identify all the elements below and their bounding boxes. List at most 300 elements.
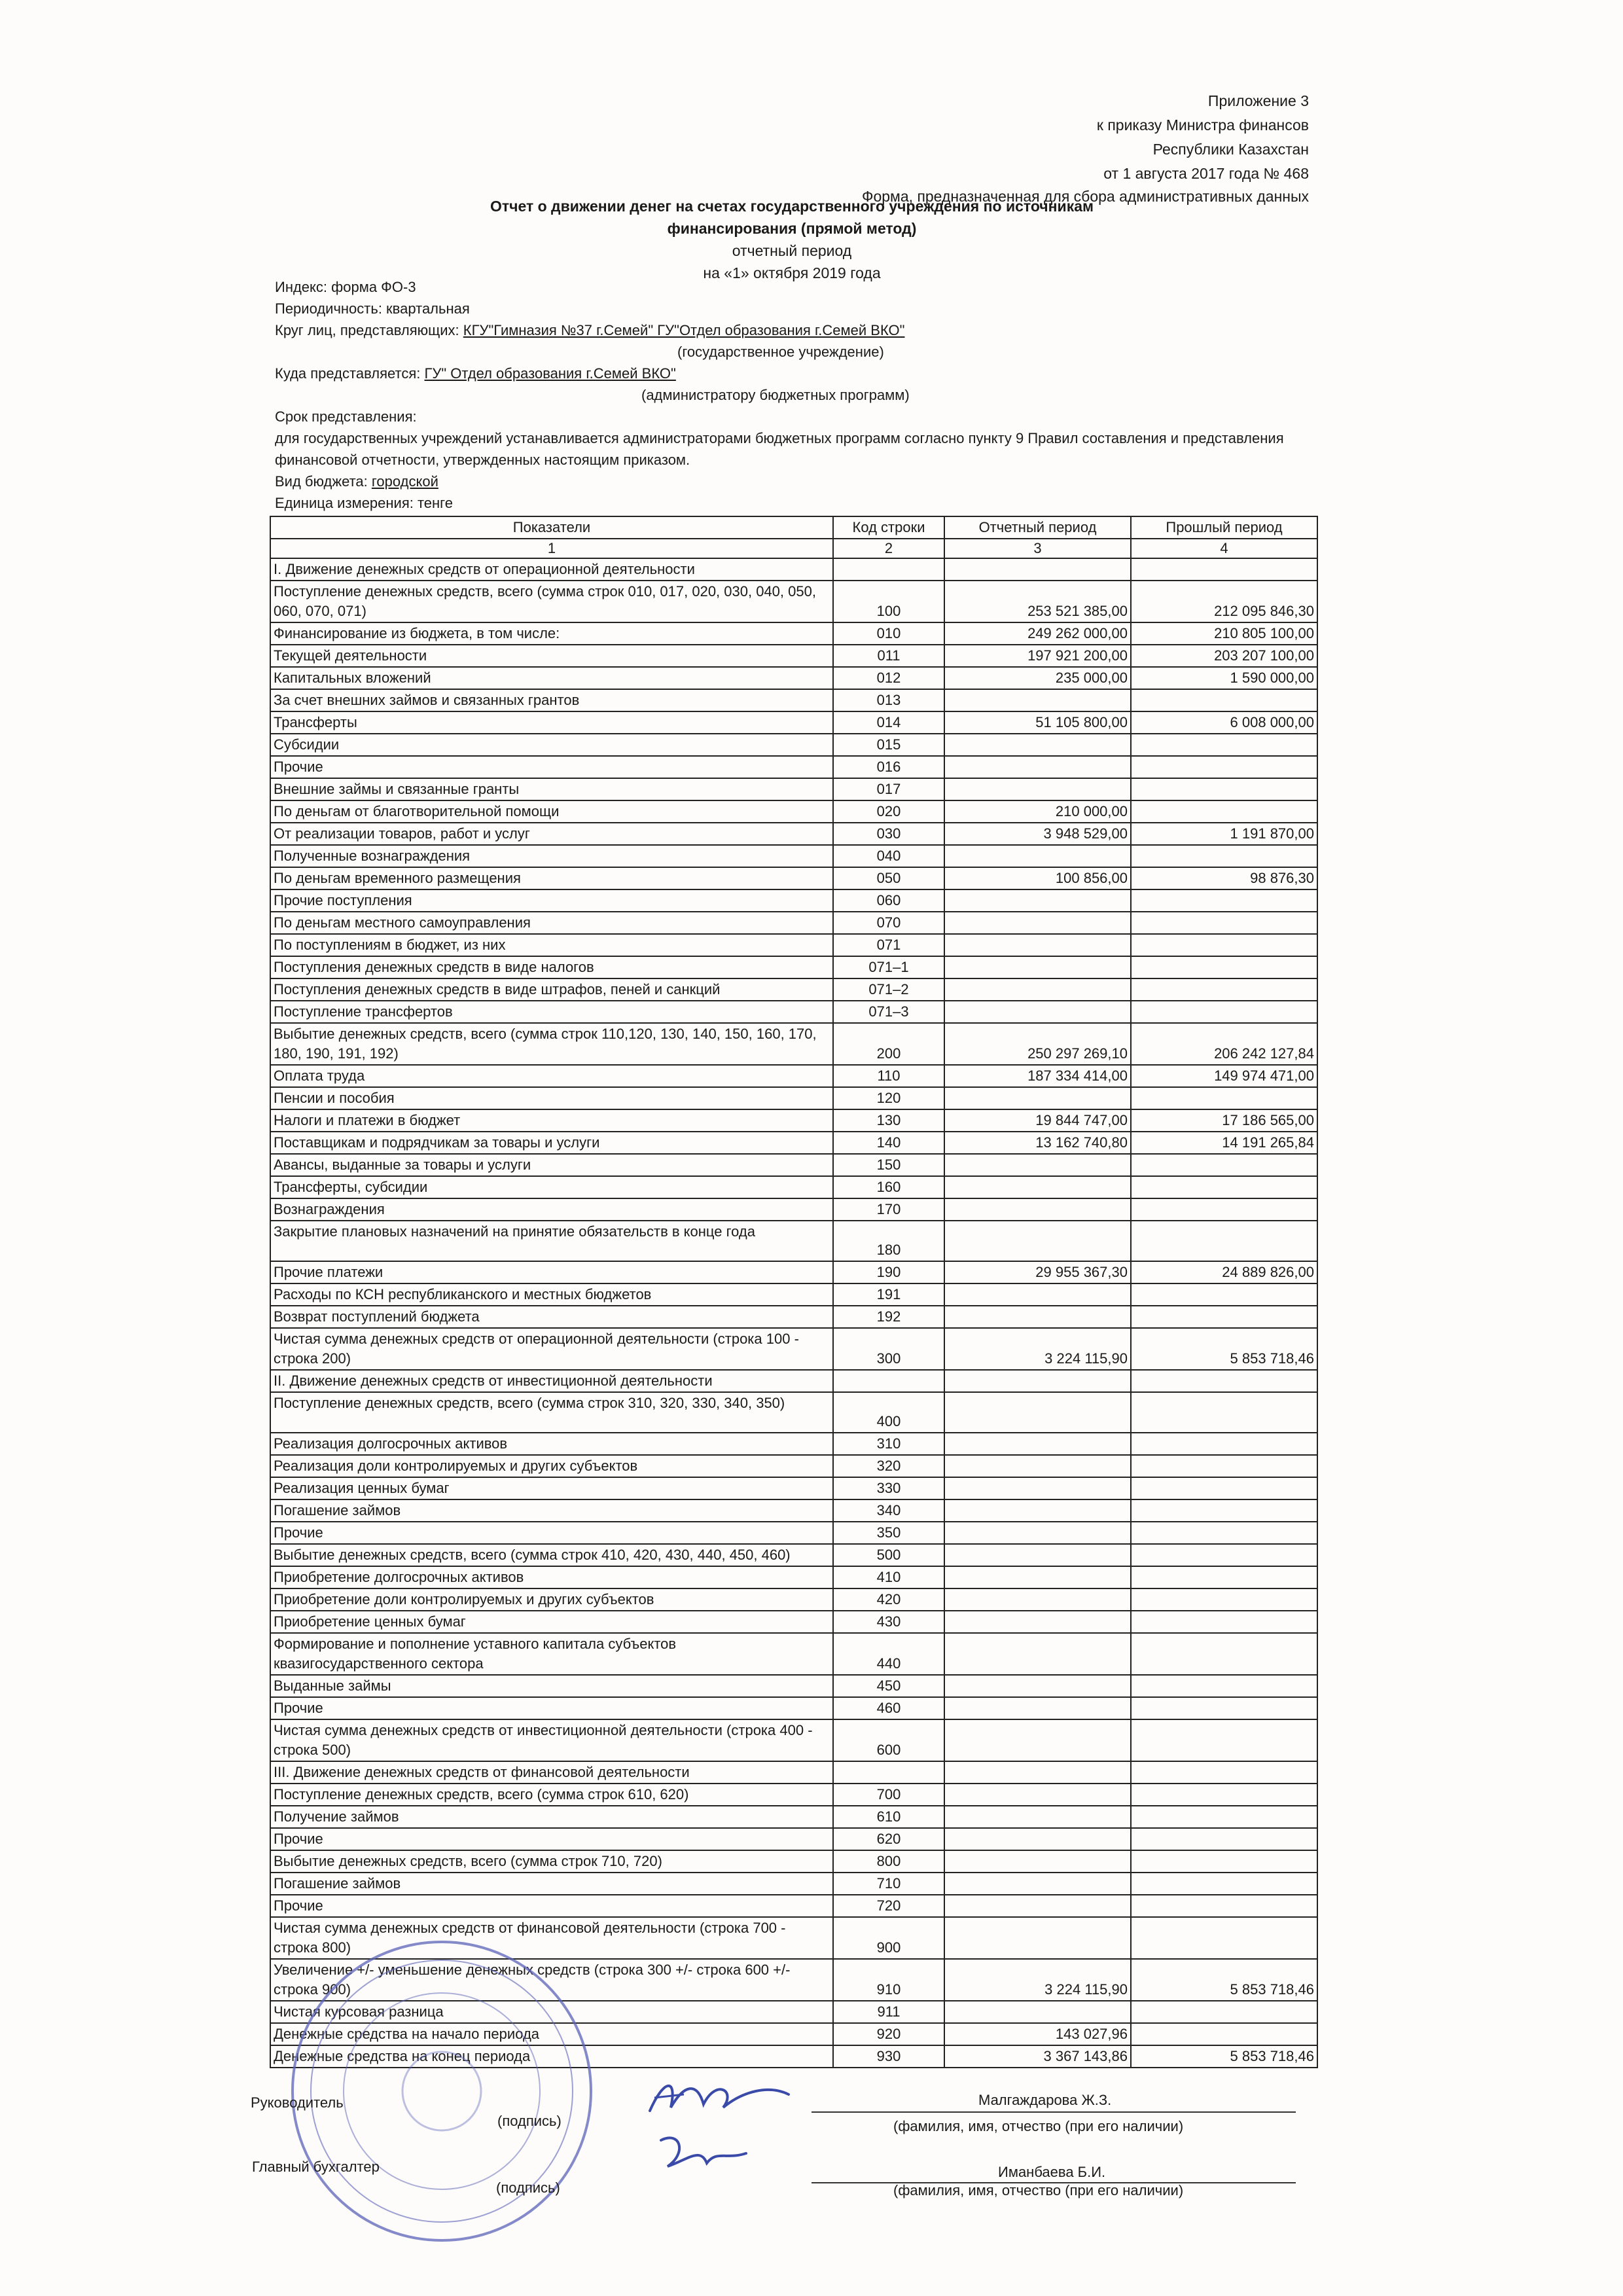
appendix-line: Республики Казахстан [1152,141,1309,158]
table-row [270,1544,1317,1566]
row-label: Погашение займов [270,1499,833,1522]
table-row [270,1023,1317,1065]
row-label: Чистая сумма денежных средств от финансовой деятельности (строка 700 - строка 800) [270,1917,833,1959]
table-row [270,1176,1317,1198]
table-row [270,912,1317,934]
row-label: Чистая сумма денежных средств от инвестиционной деятельности (строка 400 - строка 500) [270,1719,833,1761]
row-current-value: 13 162 740,80 [944,1132,1131,1154]
row-previous-value [1131,800,1317,823]
row-previous-value [1131,1806,1317,1828]
column-number: 3 [944,539,1131,558]
budget-label: Вид бюджета: [275,473,368,490]
row-current-value [944,1633,1131,1675]
row-previous-value [1131,756,1317,778]
table-row [270,1132,1317,1154]
table-row [270,1109,1317,1132]
row-previous-value [1131,1633,1317,1675]
table-row [270,845,1317,867]
row-previous-value [1131,1544,1317,1566]
row-current-value [944,558,1131,581]
row-code: 071–3 [833,1001,944,1023]
table-row [270,1328,1317,1370]
row-label: Прочие платежи [270,1261,833,1283]
row-code: 015 [833,734,944,756]
row-current-value [944,1761,1131,1784]
table-row [270,711,1317,734]
row-label: Поступления денежных средств в виде штрафов, пеней и санкций [270,978,833,1001]
table-row [270,734,1317,756]
accountant-name: Иманбаева Б.И. [998,2164,1106,2180]
table-row [270,1761,1317,1784]
row-previous-value [1131,558,1317,581]
table-row [270,800,1317,823]
row-label: Трансферты, субсидии [270,1176,833,1198]
row-previous-value [1131,956,1317,978]
row-current-value [944,956,1131,978]
row-previous-value: 1 590 000,00 [1131,667,1317,689]
row-label: Внешние займы и связанные гранты [270,778,833,800]
row-code: 500 [833,1544,944,1566]
row-label: Прочие [270,1895,833,1917]
table-row [270,778,1317,800]
row-previous-value [1131,1917,1317,1959]
row-label: Погашение займов [270,1873,833,1895]
row-previous-value [1131,1697,1317,1719]
row-code: 016 [833,756,944,778]
row-code: 430 [833,1611,944,1633]
row-current-value [944,845,1131,867]
form-meta [275,276,1322,512]
row-code: 071–2 [833,978,944,1001]
row-label: Чистая курсовая разница [270,2001,833,2023]
table-row [270,1697,1317,1719]
table-row [270,1499,1317,1522]
row-code: 010 [833,622,944,645]
row-current-value [944,1719,1131,1761]
row-previous-value: 1 191 870,00 [1131,823,1317,845]
report-body [270,558,1317,2068]
row-current-value [944,978,1131,1001]
row-previous-value [1131,1522,1317,1544]
row-previous-value [1131,1611,1317,1633]
row-label: II. Движение денежных средств от инвестиционной деятельности [270,1370,833,1392]
row-label: Выданные займы [270,1675,833,1697]
row-code: 012 [833,667,944,689]
table-row [270,1719,1317,1761]
row-current-value: 3 224 115,90 [944,1959,1131,2001]
row-current-value [944,756,1131,778]
row-code: 170 [833,1198,944,1221]
row-previous-value [1131,1499,1317,1522]
row-previous-value [1131,978,1317,1001]
table-row [270,1221,1317,1261]
row-current-value [944,1873,1131,1895]
row-previous-value [1131,689,1317,711]
head-name-caption: (фамилия, имя, отчество (при его наличии) [893,2118,1184,2134]
row-current-value [944,2001,1131,2023]
table-row [270,1065,1317,1087]
row-code: 700 [833,1784,944,1806]
circle-label: Круг лиц, представляющих: [275,322,459,338]
table-row [270,756,1317,778]
table-row [270,581,1317,622]
accountant-label: Главный бухгалтер [252,2159,380,2175]
appendix-line: к приказу Министра финансов [1096,117,1309,134]
row-label: Закрытие плановых назначений на принятие обязательств в конце года [270,1221,833,1261]
row-label: Прочие [270,1697,833,1719]
row-current-value [944,1154,1131,1176]
row-previous-value [1131,934,1317,956]
row-label: Приобретение доли контролируемых и других субъектов [270,1588,833,1611]
row-label: Прочие [270,1828,833,1850]
table-row [270,867,1317,889]
row-current-value [944,1675,1131,1697]
row-label: Поставщикам и подрядчикам за товары и услуги [270,1132,833,1154]
row-previous-value: 5 853 718,46 [1131,1328,1317,1370]
row-current-value [944,1784,1131,1806]
row-current-value [944,912,1131,934]
table-row [270,1433,1317,1455]
table-row [270,978,1317,1001]
row-previous-value: 149 974 471,00 [1131,1065,1317,1087]
row-previous-value [1131,1283,1317,1306]
row-code: 911 [833,2001,944,2023]
row-current-value [944,1522,1131,1544]
column-number-row [270,539,1317,558]
table-row [270,1873,1317,1895]
periodicity: Периодичность: квартальная [275,300,470,317]
row-current-value [944,1283,1131,1306]
table-row [270,1675,1317,1697]
row-current-value: 19 844 747,00 [944,1109,1131,1132]
row-current-value [944,1176,1131,1198]
row-code: 930 [833,2045,944,2068]
row-label: Приобретение долгосрочных активов [270,1566,833,1588]
unit: Единица измерения: тенге [275,495,453,511]
row-previous-value: 5 853 718,46 [1131,2045,1317,2068]
row-current-value: 3 367 143,86 [944,2045,1131,2068]
row-code: 320 [833,1455,944,1477]
row-current-value [944,1850,1131,1873]
row-code: 013 [833,689,944,711]
table-row [270,1828,1317,1850]
circle-caption: (государственное учреждение) [677,344,884,360]
row-previous-value: 17 186 565,00 [1131,1109,1317,1132]
row-code: 330 [833,1477,944,1499]
row-label: Реализация долгосрочных активов [270,1433,833,1455]
row-label: Выбытие денежных средств, всего (сумма строк 110,120, 130, 140, 150, 160, 170, 180, 190, 191, 192) [270,1023,833,1065]
table-row [270,1087,1317,1109]
row-current-value: 143 027,96 [944,2023,1131,2045]
row-code: 071 [833,934,944,956]
header-indicators: Показатели [270,516,833,539]
row-previous-value [1131,889,1317,912]
row-label: Поступление денежных средств, всего (сумма строк 610, 620) [270,1784,833,1806]
row-label: По деньгам от благотворительной помощи [270,800,833,823]
table-row [270,1895,1317,1917]
row-current-value [944,1806,1131,1828]
row-current-value [944,1392,1131,1433]
row-previous-value [1131,1154,1317,1176]
table-header-row [270,516,1317,539]
row-current-value [944,1455,1131,1477]
row-current-value: 250 297 269,10 [944,1023,1131,1065]
row-code: 060 [833,889,944,912]
row-current-value: 29 955 367,30 [944,1261,1131,1283]
row-previous-value [1131,1850,1317,1873]
row-code: 710 [833,1873,944,1895]
row-current-value [944,1917,1131,1959]
row-previous-value [1131,2023,1317,2045]
title-line: финансирования (прямой метод) [667,220,917,237]
row-label: Субсидии [270,734,833,756]
recipient-value: ГУ" Отдел образования г.Семей ВКО" [424,365,676,382]
row-label: Авансы, выданные за товары и услуги [270,1154,833,1176]
row-previous-value [1131,1761,1317,1784]
report-title [366,195,1217,284]
row-label: Прочие [270,1522,833,1544]
row-previous-value [1131,1001,1317,1023]
row-label: Оплата труда [270,1065,833,1087]
row-previous-value [1131,1588,1317,1611]
row-label: Реализация ценных бумаг [270,1477,833,1499]
column-number: 4 [1131,539,1317,558]
row-previous-value [1131,1370,1317,1392]
table-row [270,645,1317,667]
accountant-name-caption: (фамилия, имя, отчество (при его наличии) [893,2182,1184,2198]
row-label: По деньгам местного самоуправления [270,912,833,934]
row-current-value [944,689,1131,711]
row-previous-value [1131,1198,1317,1221]
row-code: 450 [833,1675,944,1697]
head-label: Руководитель [251,2094,344,2111]
row-previous-value: 24 889 826,00 [1131,1261,1317,1283]
row-code: 011 [833,645,944,667]
row-previous-value [1131,1719,1317,1761]
row-code: 610 [833,1806,944,1828]
row-code: 130 [833,1109,944,1132]
row-code: 070 [833,912,944,934]
row-code: 300 [833,1328,944,1370]
row-previous-value [1131,778,1317,800]
row-label: Приобретение ценных бумаг [270,1611,833,1633]
row-current-value [944,889,1131,912]
table-row [270,1154,1317,1176]
row-previous-value [1131,1221,1317,1261]
row-label: III. Движение денежных средств от финансовой деятельности [270,1761,833,1784]
table-row [270,1198,1317,1221]
row-label: Поступление денежных средств, всего (сумма строк 310, 320, 330, 340, 350) [270,1392,833,1433]
row-previous-value: 98 876,30 [1131,867,1317,889]
table-row [270,823,1317,845]
row-previous-value: 206 242 127,84 [1131,1023,1317,1065]
header-current-period: Отчетный период [944,516,1131,539]
form-index: Индекс: форма ФО-3 [275,279,416,295]
row-code: 110 [833,1065,944,1087]
budget-value: городской [371,473,438,490]
row-current-value [944,1895,1131,1917]
row-label: Увеличение +/- уменьшение денежных средств (строка 300 +/- строка 600 +/- строка 900) [270,1959,833,2001]
row-previous-value [1131,1087,1317,1109]
table-row [270,622,1317,645]
row-code: 120 [833,1087,944,1109]
row-previous-value [1131,845,1317,867]
row-current-value [944,1588,1131,1611]
row-code [833,1761,944,1784]
deadline-label: Срок представления: [275,408,417,425]
row-previous-value [1131,1895,1317,1917]
header-code: Код строки [833,516,944,539]
row-label: Формирование и пополнение уставного капитала субъектов квазигосударственного сектора [270,1633,833,1675]
row-label: От реализации товаров, работ и услуг [270,823,833,845]
row-previous-value: 203 207 100,00 [1131,645,1317,667]
row-current-value [944,1433,1131,1455]
circle-value: КГУ"Гимназия №37 г.Семей" ГУ"Отдел образования г.Семей ВКО" [463,322,905,338]
row-current-value [944,1611,1131,1633]
row-current-value: 249 262 000,00 [944,622,1131,645]
table-row [270,1392,1317,1433]
table-row [270,956,1317,978]
row-label: Поступление денежных средств, всего (сумма строк 010, 017, 020, 030, 040, 050, 060, 070, 071) [270,581,833,622]
row-label: Вознаграждения [270,1198,833,1221]
official-seal-icon [281,1931,602,2251]
accountant-signature-caption: (подпись) [496,2179,560,2196]
row-label: Выбытие денежных средств, всего (сумма строк 410, 420, 430, 440, 450, 460) [270,1544,833,1566]
row-label: По поступлениям в бюджет, из них [270,934,833,956]
row-current-value [944,734,1131,756]
table-row [270,1283,1317,1306]
row-previous-value [1131,1784,1317,1806]
row-previous-value: 5 853 718,46 [1131,1959,1317,2001]
row-previous-value [1131,1873,1317,1895]
table-row [270,667,1317,689]
row-current-value [944,1001,1131,1023]
row-label: Пенсии и пособия [270,1087,833,1109]
row-label: Трансферты [270,711,833,734]
row-previous-value [1131,1392,1317,1433]
row-current-value [944,778,1131,800]
row-label: Возврат поступлений бюджета [270,1306,833,1328]
row-current-value [944,1477,1131,1499]
row-code: 050 [833,867,944,889]
row-code: 030 [833,823,944,845]
row-code: 910 [833,1959,944,2001]
row-label: Прочие поступления [270,889,833,912]
row-current-value [944,1370,1131,1392]
row-previous-value [1131,1176,1317,1198]
row-current-value [944,1499,1131,1522]
row-code: 720 [833,1895,944,1917]
row-label: За счет внешних займов и связанных грантов [270,689,833,711]
row-previous-value: 212 095 846,30 [1131,581,1317,622]
row-current-value [944,1828,1131,1850]
row-code: 900 [833,1917,944,1959]
row-code: 140 [833,1132,944,1154]
row-current-value [944,1566,1131,1588]
row-current-value [944,1697,1131,1719]
row-label: Прочие [270,756,833,778]
table-row [270,1850,1317,1873]
row-code: 100 [833,581,944,622]
row-label: Выбытие денежных средств, всего (сумма строк 710, 720) [270,1850,833,1873]
row-current-value: 197 921 200,00 [944,645,1131,667]
row-code: 191 [833,1283,944,1306]
row-previous-value: 6 008 000,00 [1131,711,1317,734]
table-row [270,1306,1317,1328]
table-row [270,1001,1317,1023]
row-code: 620 [833,1828,944,1850]
row-code: 200 [833,1023,944,1065]
row-label: По деньгам временного размещения [270,867,833,889]
column-number: 2 [833,539,944,558]
row-previous-value [1131,1455,1317,1477]
table-row [270,1477,1317,1499]
table-row [270,1588,1317,1611]
row-label: Получение займов [270,1806,833,1828]
form-purpose: Форма, предназначенная для сбора административных данных [861,188,1309,205]
row-previous-value [1131,1433,1317,1455]
row-code: 017 [833,778,944,800]
row-current-value: 51 105 800,00 [944,711,1131,734]
row-previous-value: 210 805 100,00 [1131,622,1317,645]
header-previous-period: Прошлый период [1131,516,1317,539]
table-row [270,1370,1317,1392]
row-code: 400 [833,1392,944,1433]
table-row [270,1806,1317,1828]
head-signature-caption: (подпись) [497,2113,562,2129]
table-row [270,889,1317,912]
row-previous-value: 14 191 265,84 [1131,1132,1317,1154]
row-code: 014 [833,711,944,734]
row-label: Налоги и платежи в бюджет [270,1109,833,1132]
table-row [270,689,1317,711]
column-number: 1 [270,539,833,558]
recipient-label: Куда представляется: [275,365,421,382]
row-current-value: 235 000,00 [944,667,1131,689]
table-row [270,1261,1317,1283]
reporting-period-label: отчетный период [732,242,852,259]
table-row [270,1784,1317,1806]
row-code: 410 [833,1566,944,1588]
row-previous-value [1131,1306,1317,1328]
row-current-value: 3 224 115,90 [944,1328,1131,1370]
row-current-value: 3 948 529,00 [944,823,1131,845]
deadline-text: для государственных учреждений устанавливается администраторами бюджетных программ согласно пункту 9 Правил составления и представления финансовой отчетности, утвержденных настоящим приказом. [275,430,1284,468]
row-code: 440 [833,1633,944,1675]
row-label: Расходы по КСН республиканского и местных бюджетов [270,1283,833,1306]
row-code: 160 [833,1176,944,1198]
row-code: 600 [833,1719,944,1761]
row-label: Поступления денежных средств в виде налогов [270,956,833,978]
head-name: Малгаждарова Ж.З. [978,2092,1112,2108]
table-row [270,558,1317,581]
row-current-value [944,1221,1131,1261]
row-current-value [944,1306,1131,1328]
row-label: Капитальных вложений [270,667,833,689]
row-current-value: 100 856,00 [944,867,1131,889]
row-label: Финансирование из бюджета, в том числе: [270,622,833,645]
appendix-line: от 1 августа 2017 года № 468 [1103,165,1309,182]
row-previous-value [1131,1828,1317,1850]
row-code [833,558,944,581]
row-current-value [944,1087,1131,1109]
row-current-value: 210 000,00 [944,800,1131,823]
row-current-value [944,934,1131,956]
row-previous-value [1131,1477,1317,1499]
row-code: 310 [833,1433,944,1455]
row-code: 420 [833,1588,944,1611]
row-label: Денежные средства на начало периода [270,2023,833,2045]
